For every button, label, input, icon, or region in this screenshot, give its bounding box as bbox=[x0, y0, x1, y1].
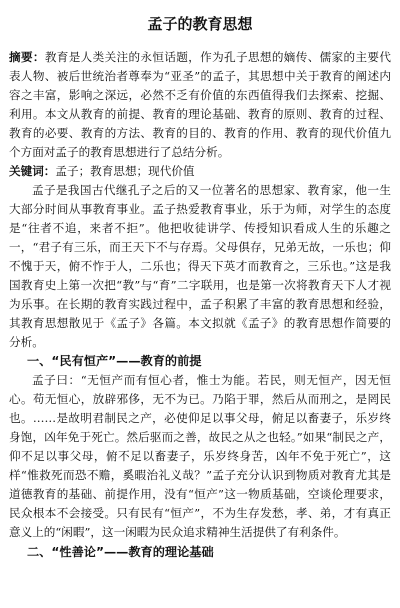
keywords-paragraph bbox=[9, 162, 391, 181]
abstract-text: 教育是人类关注的永恒话题，作为孔子思想的嫡传、儒家的主要代表人物、被后世统治者尊奉为“亚圣”的孟子，其思想中关于教育的阐述内容之丰富，影响之深远，必然不乏有价值的东西值得我们去探索、挖掘、利用。本文从教育的前提、教育的理论基础、教育的原则、教育的过程、教育的必要、教育的方法、教育的目的、教育的作用、教育的现代价值九个方面对孟子的教育思想进行了总结分析。 bbox=[9, 50, 391, 159]
document-title: 孟子的教育思想 bbox=[147, 15, 253, 33]
keywords-text: 孟子；教育思想；现代价值 bbox=[55, 164, 195, 178]
keywords-label: 关键词： bbox=[9, 164, 56, 178]
abstract-label: 摘要： bbox=[9, 50, 45, 64]
section1-paragraph: 孟子曰：“无恒产而有恒心者，惟士为能。若民，则无恒产，因无恒心。苟无恒心，放辟邪侈，无不为已。乃陷于罪，然后从而刑之，是罔民也。……是故明君制民之产，必使仰足以事父母，俯足以畜妻子，乐岁终身饱，凶年免于死亡。然后驱而之善，故民之从之也轻。”如果“制民之产，仰不足以事父母，俯不足以畜妻子，乐岁终身苦，凶年不免于死亡”，这样“惟救死而恐不赡，奚暇治礼义哉？”孟子充分认识到物质对教育尤其是道德教育的基础、前提作用，没有“恒产”这一物质基础，空谈伦理要求，民众根本不会接受。只有民有“恒产”，不为生存发愁，孝、弟，才有真正意义上的“闲暇”，这一闲暇为民众追求精神生活提供了有利条件。 bbox=[9, 373, 391, 539]
section-heading-1: 一、“民有恒产”——教育的前提 bbox=[27, 354, 202, 368]
intro-paragraph: 孟子是我国古代继孔子之后的又一位著名的思想家、教育家，他一生大部分时间从事教育事业。孟子热爱教育事业，乐于为师，对学生的态度是“往者不追，来者不拒”。他把收徒讲学、传授知识看成人生的乐趣之一，“君子有三乐，而王天下不与存焉。父母俱存，兄弟无故，一乐也；仰不愧于天，俯不怍于人，二乐也；得天下英才而教育之，三乐也。”这是我国教育史上第一次把“教”与“育”二字联用，也是第一次将教育天下人才视为乐事。在长期的教育实践过程中，孟子积累了丰富的教育思想和经验，其教育思想散见于《孟子》各篇。本文拟就《孟子》的教育思想作简要的分析。 bbox=[9, 183, 391, 349]
section-heading-2: 二、“性善论”——教育的理论基础 bbox=[27, 545, 214, 559]
abstract-paragraph bbox=[9, 48, 391, 162]
